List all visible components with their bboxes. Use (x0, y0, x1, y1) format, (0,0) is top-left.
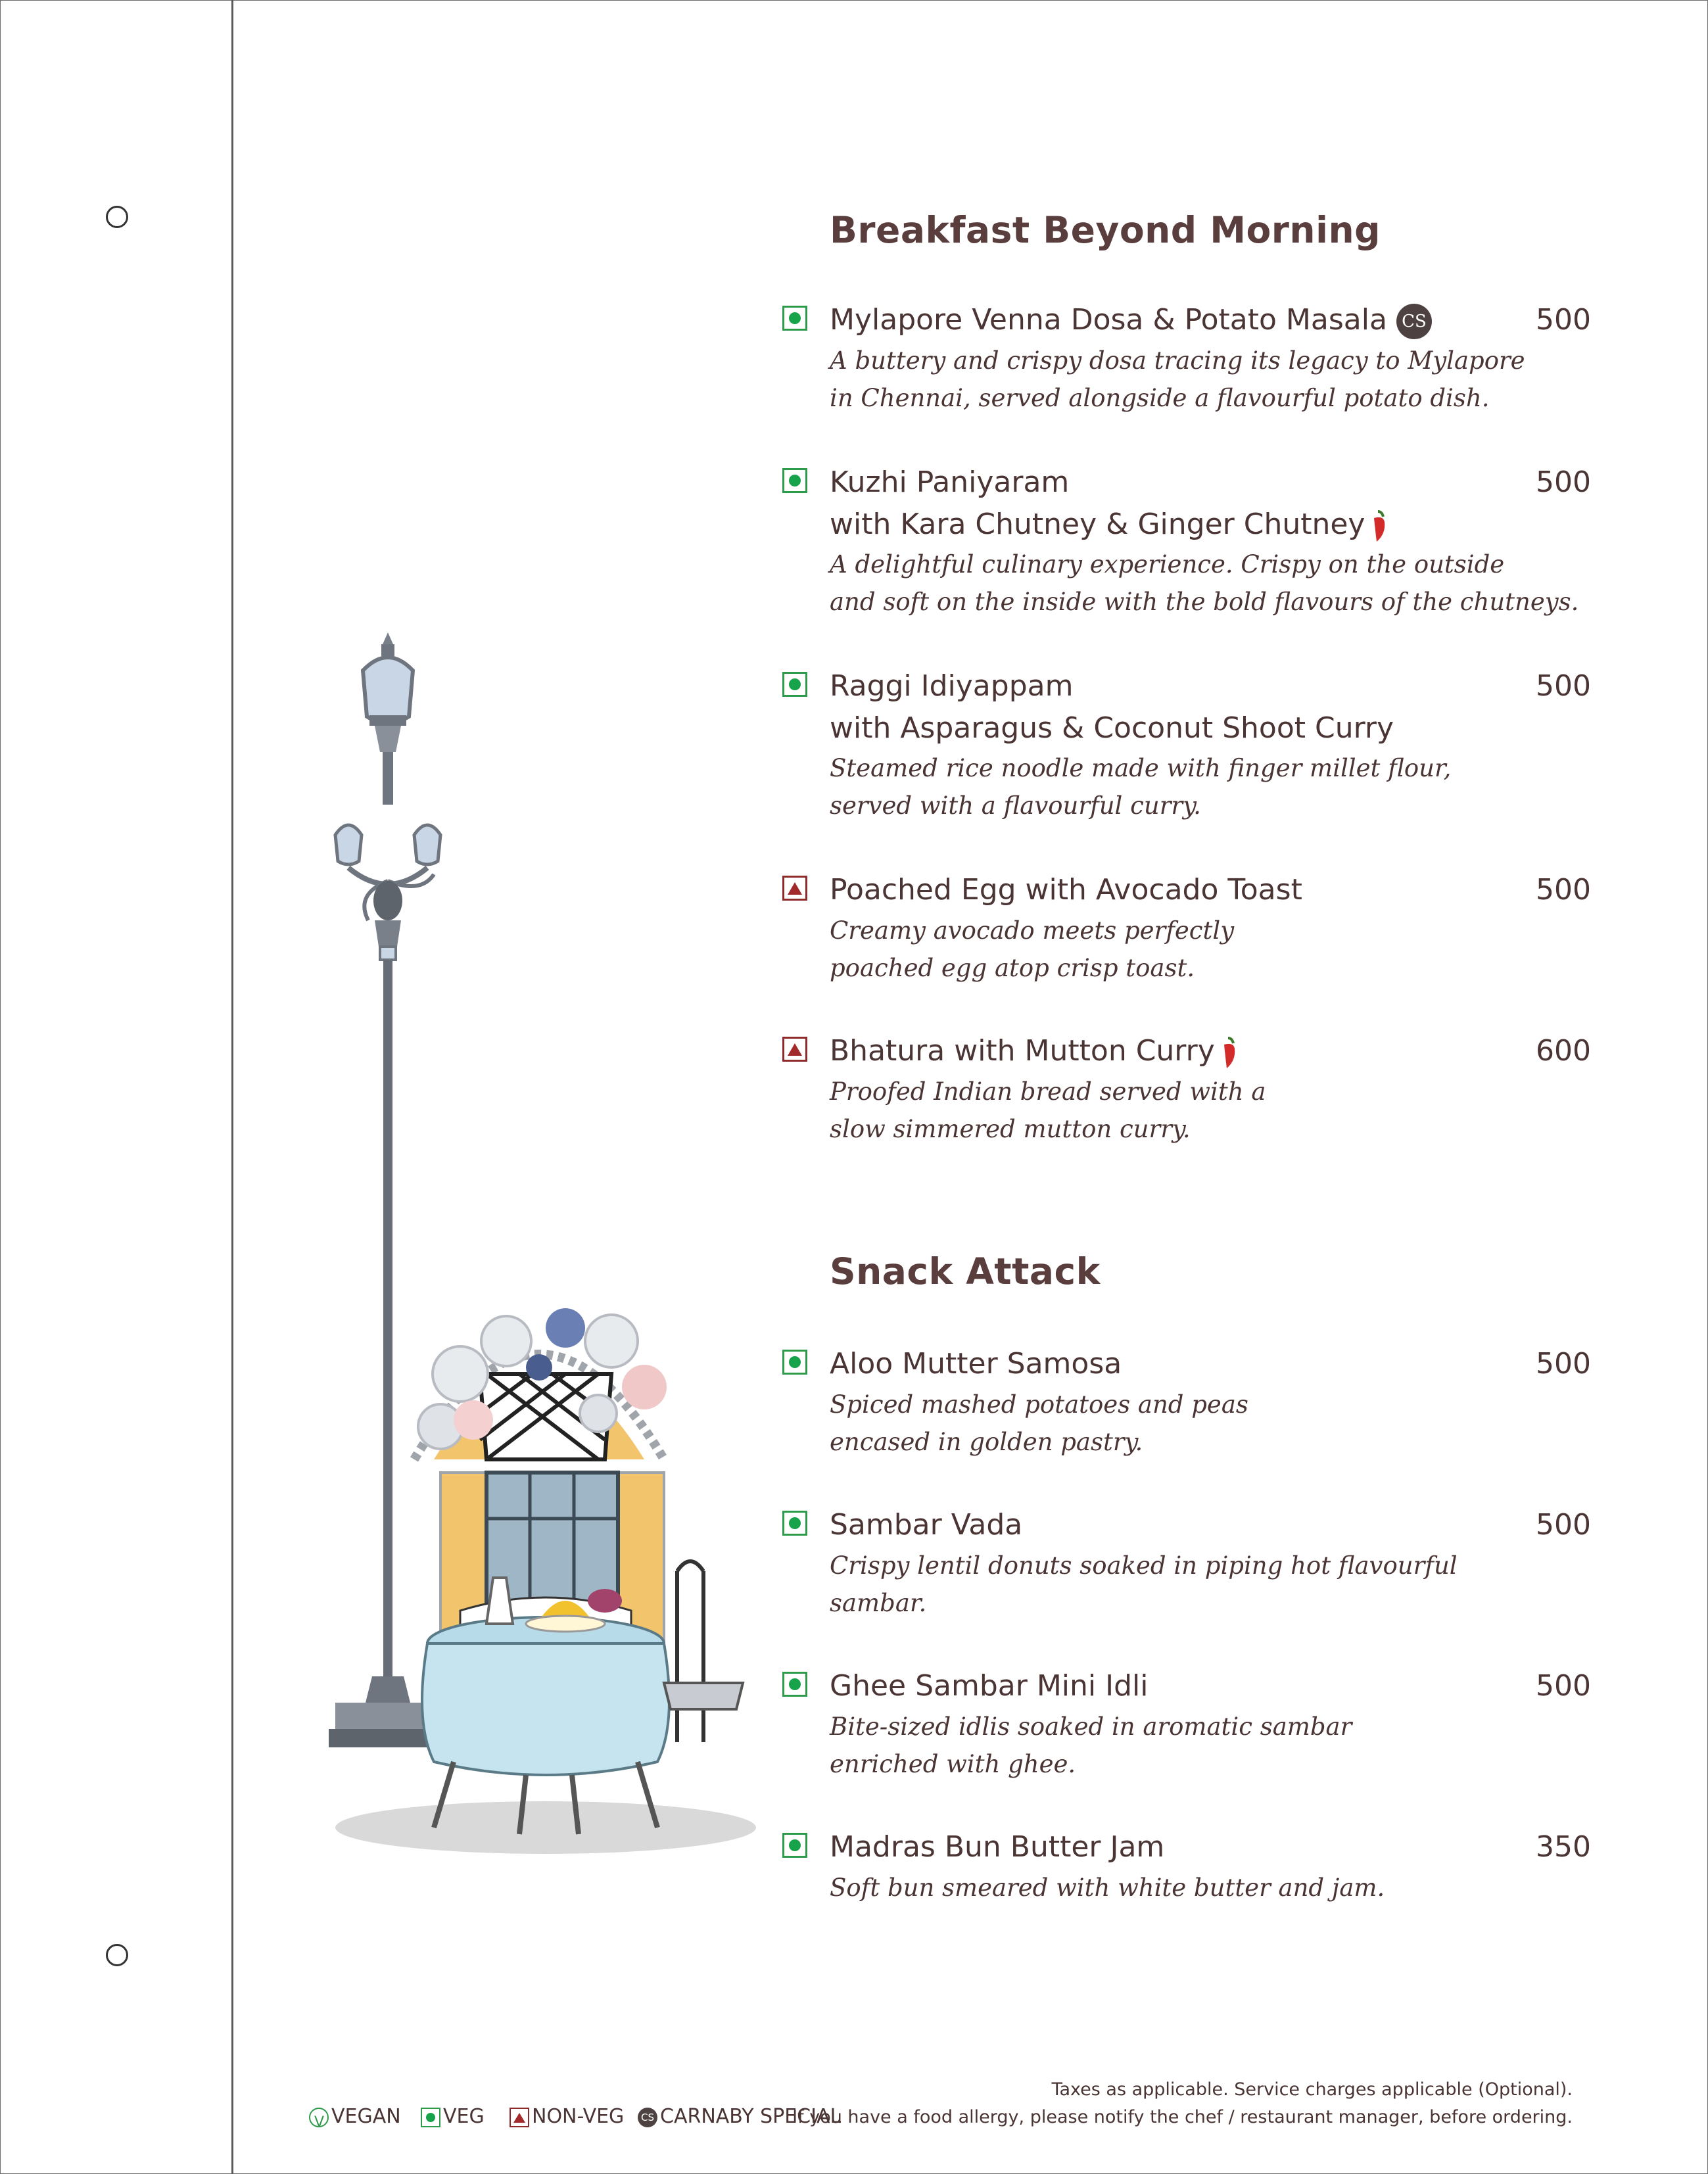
item-description: Crispy lentil donuts soaked in piping hot flavourful sambar. (830, 1551, 1458, 1617)
veg-icon (782, 306, 807, 331)
item-description: A delightful culinary experience. Crispy on the outside and soft on the inside with the bold flavours of the chutneys. (830, 550, 1579, 616)
veg-icon (782, 1511, 807, 1536)
veg-icon (782, 672, 807, 697)
non-veg-icon (510, 2108, 529, 2127)
veg-icon (782, 1350, 807, 1375)
item-name: Bhatura with Mutton Curry (830, 1030, 1239, 1072)
legend-carnaby-special: CS CARNABY SPECIAL (638, 2100, 841, 2133)
legend-non-veg: NON-VEG (510, 2100, 624, 2133)
item-name-subline: with Asparagus & Coconut Shoot Curry (830, 711, 1394, 745)
item-name: Sambar Vada (830, 1508, 1023, 1542)
item-price: 500 (1536, 1347, 1591, 1381)
allergy-note: If you have a food allergy, please notify the chef / restaurant manager, before ordering. (792, 2107, 1573, 2127)
carnaby-special-icon: CS (638, 2108, 657, 2127)
carnaby-special-icon: CS (1396, 304, 1432, 339)
legend-vegan: VVEGAN (309, 2100, 401, 2133)
item-name: Poached Egg with Avocado Toast (830, 873, 1302, 907)
item-description: Proofed Indian bread served with a slow simmered mutton curry. (830, 1077, 1266, 1143)
veg-icon (421, 2108, 440, 2127)
street-lamp-cafe-illustration (309, 631, 769, 1867)
item-price: 500 (1536, 1669, 1591, 1703)
street-lamp-icon (329, 632, 447, 1747)
section-title-breakfast: Breakfast Beyond Morning (830, 209, 1381, 251)
item-description: Soft bun smeared with white butter and jam. (830, 1874, 1385, 1902)
item-description: Steamed rice noodle made with finger millet flour, served with a flavourful curry. (830, 754, 1452, 820)
veg-icon (782, 468, 807, 493)
item-name: Madras Bun Butter Jam (830, 1830, 1165, 1864)
veg-icon (782, 1833, 807, 1858)
non-veg-icon (782, 1037, 807, 1062)
veg-icon (782, 1672, 807, 1697)
item-description: Creamy avocado meets perfectly poached egg atop crisp toast. (830, 916, 1235, 982)
chili-spicy-icon (1219, 1035, 1239, 1070)
item-price: 500 (1536, 669, 1591, 703)
chili-spicy-icon (1369, 509, 1388, 543)
item-price: 600 (1536, 1034, 1591, 1068)
item-price: 500 (1536, 873, 1591, 907)
item-name: Raggi Idiyappam (830, 669, 1074, 703)
item-price: 500 (1536, 303, 1591, 337)
item-price: 350 (1536, 1830, 1591, 1864)
binder-spine-line (231, 0, 233, 2174)
item-name-subline: with Kara Chutney & Ginger Chutney (830, 504, 1388, 546)
legend-veg: VEG (421, 2100, 485, 2133)
item-description: A buttery and crispy dosa tracing its legacy to Mylapore in Chennai, served alongside a flavourful potato dish. (830, 346, 1525, 412)
item-name: Kuzhi Paniyaram (830, 465, 1070, 499)
item-name: Ghee Sambar Mini Idli (830, 1669, 1149, 1703)
item-description: Bite-sized idlis soaked in aromatic sambar enriched with ghee. (830, 1713, 1352, 1778)
section-title-snacks: Snack Attack (830, 1250, 1101, 1292)
item-description: Spiced mashed potatoes and peas encased in golden pastry. (830, 1390, 1248, 1456)
vegan-icon (309, 2108, 329, 2127)
binder-hole-top-icon (106, 206, 128, 228)
item-name: Aloo Mutter Samosa (830, 1347, 1122, 1381)
non-veg-icon (782, 876, 807, 901)
item-price: 500 (1536, 465, 1591, 499)
taxes-note: Taxes as applicable. Service charges applicable (Optional). (1051, 2079, 1573, 2100)
item-name: Mylapore Venna Dosa & Potato Masala CS (830, 299, 1432, 341)
footer-notes (792, 2076, 1573, 2131)
item-price: 500 (1536, 1508, 1591, 1542)
binder-hole-bottom-icon (106, 1944, 128, 1966)
